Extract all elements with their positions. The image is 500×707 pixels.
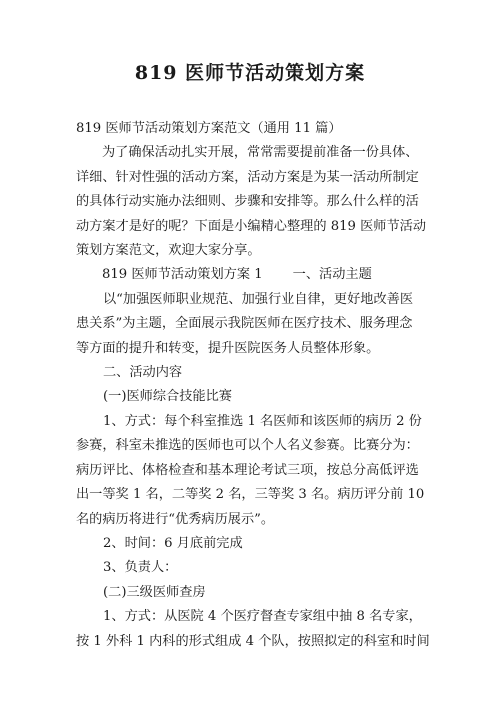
section-heading-line — [76, 263, 436, 287]
subsection-heading: (一)医师综合技能比赛 — [103, 389, 232, 405]
paragraph-line: 1、方式：从医院 4 个医疗督查专家组中抽 8 名专家， — [103, 609, 422, 625]
paragraph-line: 等方面的提升和转变，提升医院医务人员整体形象。 — [76, 340, 380, 356]
paragraph-line: 病历评比、体格检查和基本理论考试三项，按总分高低评选 — [76, 462, 419, 478]
paragraph-line: 1、方式：每个科室推选 1 名医师和该医师的病历 2 份 — [103, 413, 422, 429]
paragraph-line: 参赛，科室未推选的医师也可以个人名义参赛。比赛分为： — [76, 438, 419, 454]
plan-heading: 819 医师节活动策划方案 1 — [102, 267, 263, 283]
paragraph-line: 为了确保活动扎实开展，常常需要提前准备一份具体、 — [102, 145, 419, 161]
paragraph-line: 2、时间：6 月底前完成 — [103, 535, 243, 551]
paragraph-line: 3、负责人： — [103, 560, 178, 576]
section-heading: 一、活动主题 — [292, 267, 372, 283]
document-title: 819 医师节活动策划方案 — [134, 62, 366, 84]
paragraph-line: 名的病历将进行“优秀病历展示”。 — [76, 511, 275, 527]
paragraph-line: 的具体行动实施办法细则、步骤和安排等。那么什么样的活 — [76, 194, 419, 210]
subsection-heading: (二)三级医师查房 — [103, 584, 206, 600]
paragraph-line: 策划方案范文，欢迎大家分享。 — [76, 243, 261, 259]
paragraph-line: 以“加强医师职业规范、加强行业自律，更好地改善医 — [103, 291, 414, 307]
paragraph-line: 动方案才是好的呢？下面是小编精心整理的 819 医师节活动 — [76, 218, 427, 234]
paragraph-line: 详细、针对性强的活动方案，活动方案是为某一活动所制定 — [76, 169, 419, 185]
section-heading: 二、活动内容 — [103, 365, 183, 381]
paragraph-line: 按 1 外科 1 内科的形式组成 4 个队，按照拟定的科室和时间 — [76, 633, 430, 649]
paragraph-line: 出一等奖 1 名，二等奖 2 名，三等奖 3 名。病历评分前 10 — [76, 487, 425, 503]
paragraph-line: 819 医师节活动策划方案范文（通用 11 篇） — [76, 121, 342, 136]
paragraph-line: 患关系”为主题，全面展示我院医师在医疗技术、服务理念 — [76, 316, 413, 332]
document-body — [76, 117, 436, 654]
